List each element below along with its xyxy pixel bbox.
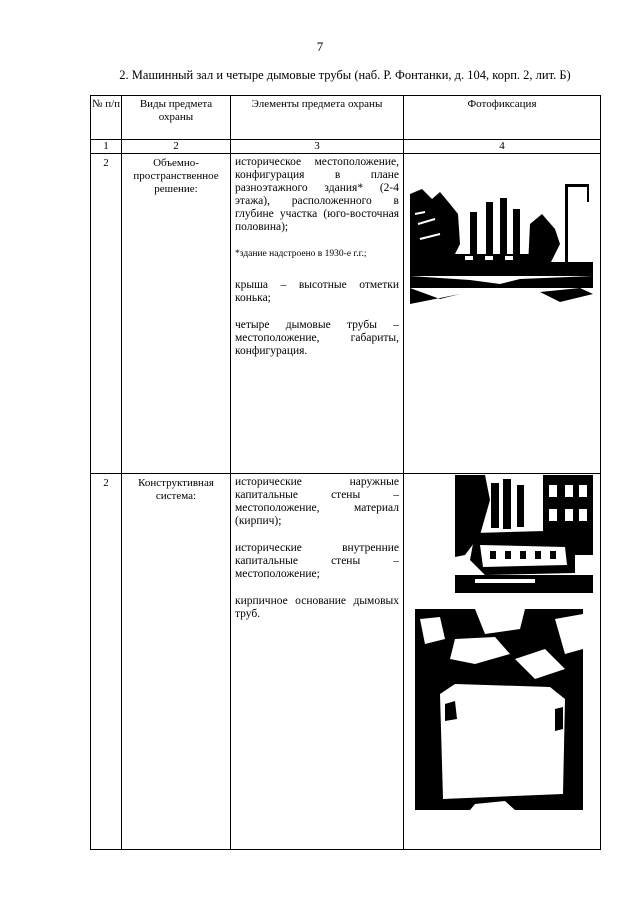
element-text: кирпичное основание дымовых труб.: [235, 595, 399, 620]
photo-cell: [404, 474, 601, 850]
row-number: 2: [91, 474, 122, 850]
column-number: 1: [91, 140, 122, 154]
header-number: № п/п: [91, 96, 122, 140]
element-note: *здание надстроено в 1930-е г.г.;: [235, 249, 367, 259]
column-number: 4: [404, 140, 601, 154]
protection-elements: [231, 474, 404, 850]
protection-elements: [231, 154, 404, 474]
protection-type: Конструктивная система:: [122, 474, 231, 850]
element-text: историческое местоположение, конфигурация в плане разноэтажного здания* (2-4 этажа), расположенного в глубине участка (юго-восточная половина);: [235, 156, 399, 233]
photo-cell: [404, 154, 601, 474]
header-type: Виды предмета охраны: [122, 96, 231, 140]
row-number: 2: [91, 154, 122, 474]
protection-type: Объемно-пространственное решение:: [122, 154, 231, 474]
column-number-row: [91, 140, 601, 154]
photo-chimney-base: [415, 609, 583, 810]
header-elements: Элементы предмета охраны: [231, 96, 404, 140]
column-number: 3: [231, 140, 404, 154]
element-text: крыша – высотные отметки конька;: [235, 279, 399, 304]
element-text: исторические внутренние капитальные стены – местоположение;: [235, 542, 399, 580]
protection-table: [90, 95, 601, 850]
photo-chimneys-exterior: [410, 184, 593, 307]
table-header-row: [91, 96, 601, 140]
table-row: [91, 474, 601, 850]
header-photo: Фотофиксация: [404, 96, 601, 140]
element-text: четыре дымовые трубы – местоположение, габариты, конфигурация.: [235, 319, 399, 357]
table-row: [91, 154, 601, 474]
element-text: исторические наружные капитальные стены – местоположение, материал (кирпич);: [235, 476, 399, 527]
column-number: 2: [122, 140, 231, 154]
page-number: 7: [316, 39, 324, 54]
photo-building-facade: [455, 475, 593, 593]
document-heading: 2. Машинный зал и четыре дымовые трубы (наб. Р. Фонтанки, д. 104, корп. 2, лит. Б): [119, 68, 571, 82]
